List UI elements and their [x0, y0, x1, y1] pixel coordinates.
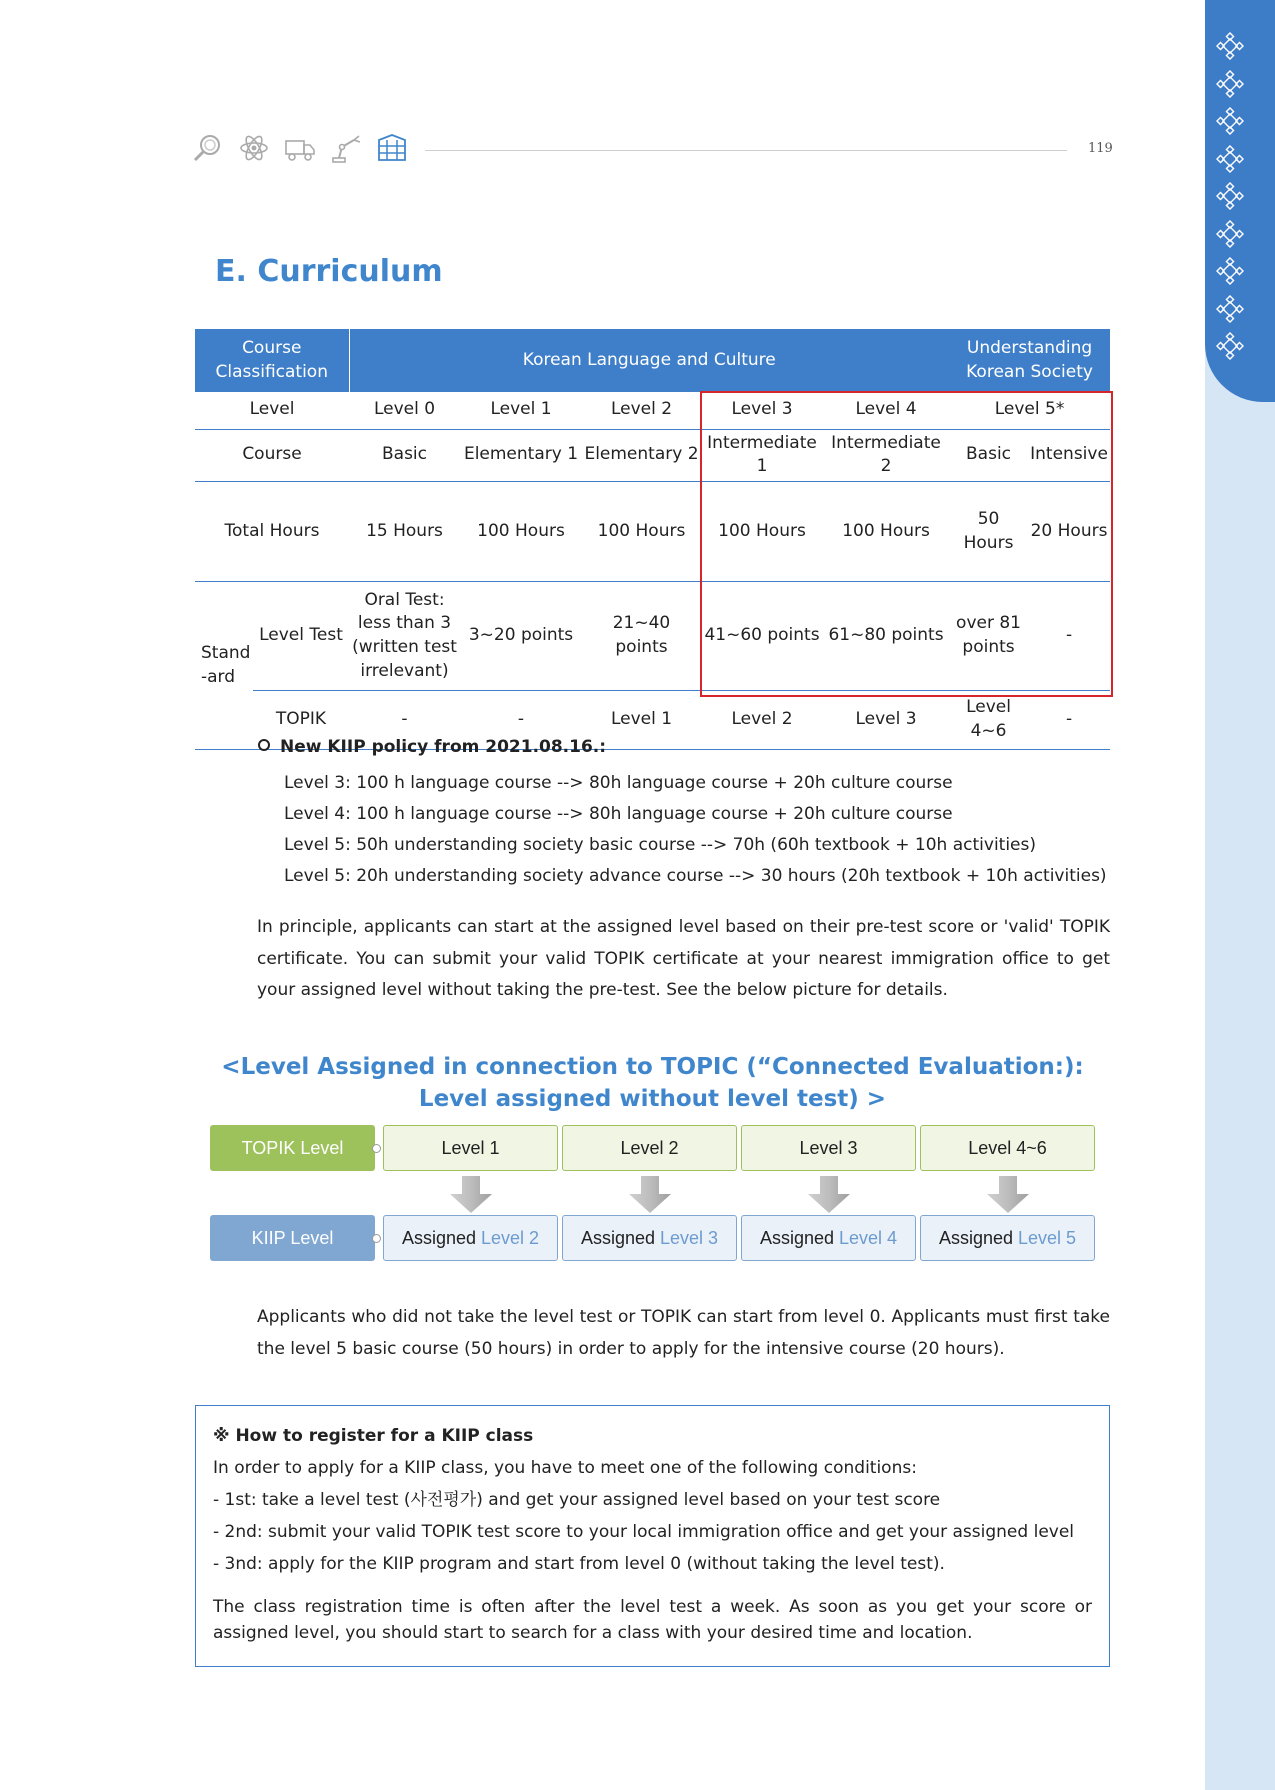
table-cell: over 81 points: [949, 582, 1028, 691]
assigned-prefix: Assigned: [401, 1227, 476, 1248]
header-korean-language-culture: Korean Language and Culture: [349, 329, 949, 392]
table-cell: Elementary 2: [582, 429, 701, 482]
table-cell: -: [460, 691, 582, 750]
paragraph-start-level: Applicants who did not take the level test or TOPIK can start from level 0. Applicants must first take the level 5 basic course (50 hours) in order to apply for the intensive course (20 hours).: [257, 1307, 1110, 1359]
table-cell: Level 3: [823, 691, 949, 750]
kiip-level-label: KIIP Level: [210, 1215, 375, 1261]
header-rule: [425, 150, 1067, 151]
highlight-box: [700, 391, 1113, 697]
table-cell: Basic: [349, 429, 460, 482]
table-cell: -: [349, 691, 460, 750]
assigned-level: Level 4: [839, 1227, 898, 1248]
table-cell: Level 2: [701, 691, 823, 750]
ornament-icon: [1216, 295, 1244, 323]
kiip-assigned-box: [920, 1215, 1095, 1261]
connector-dot: [372, 1144, 381, 1153]
kiip-assigned-box: [383, 1215, 558, 1261]
ornament-icon: [1216, 182, 1244, 210]
row-label: Course: [195, 429, 349, 482]
table-cell: 21~40 points: [582, 582, 701, 691]
truck-icon: [284, 132, 316, 164]
connector-dot: [372, 1234, 381, 1243]
table-cell: 50 Hours: [949, 482, 1028, 582]
list-item: - 3nd: apply for the KIIP program and start from level 0 (without taking the level test).: [213, 1554, 945, 1574]
magnifier-icon: [192, 132, 224, 164]
table-cell: Elementary 1: [460, 429, 582, 482]
ornament-icon: [1216, 70, 1244, 98]
kiip-assigned-box: [741, 1215, 916, 1261]
page-number: 119: [1088, 141, 1113, 156]
assigned-prefix: Assigned: [938, 1227, 1013, 1248]
table-header-row: [195, 329, 1110, 392]
list-item: - 1st: take a level test (사전평가) and get your assigned level based on your test score: [213, 1490, 941, 1510]
table-cell: 100 Hours: [460, 482, 582, 582]
down-arrow-icon: [807, 1176, 851, 1214]
down-arrow-icon: [628, 1176, 672, 1214]
table-cell: 61~80 points: [823, 582, 949, 691]
atom-icon: [238, 132, 270, 164]
circle-bullet-icon: [258, 739, 270, 751]
row-label: Level Test: [253, 582, 349, 691]
section-title: E. Curriculum: [215, 254, 443, 289]
register-intro: In order to apply for a KIIP class, you have to meet one of the following conditions:: [213, 1458, 917, 1478]
down-arrow-icon: [449, 1176, 493, 1214]
policy-heading: [258, 737, 606, 757]
list-item: Level 5: 50h understanding society basic course --> 70h (60h textbook + 10h activities): [284, 835, 1037, 855]
topik-level-box: Level 1: [383, 1125, 558, 1171]
policy-heading-text: New KIIP policy from 2021.08.16.:: [280, 737, 607, 757]
assigned-prefix: Assigned: [759, 1227, 834, 1248]
assigned-level: Level 5: [1018, 1227, 1077, 1248]
row-label: Level: [195, 392, 349, 429]
row-label: TOPIK: [253, 691, 349, 750]
robot-arm-icon: [330, 132, 362, 164]
diagram-title-line2: Level assigned without level test) >: [418, 1086, 887, 1112]
table-cell: 3~20 points: [460, 582, 582, 691]
table-cell: Oral Test: less than 3 (written test irrelevant): [349, 582, 460, 691]
ornament-icon: [1216, 332, 1244, 360]
table-cell: 20 Hours: [1028, 482, 1110, 582]
table-cell: Basic: [949, 429, 1028, 482]
assigned-level: Level 2: [481, 1227, 540, 1248]
policy-list: [284, 768, 1107, 892]
table-cell: Intensive: [1028, 429, 1110, 482]
table-cell: Level 2: [582, 392, 701, 429]
table-cell: -: [1028, 691, 1110, 750]
paragraph-principle: In principle, applicants can start at the assigned level based on their pre-test score or 'valid' TOPIK certificate. You can submit your valid TOPIK certificate at your nearest immigration office to get your assigned level without taking the pre-test. See the below picture for details.: [257, 917, 1110, 1000]
table-cell: 100 Hours: [701, 482, 823, 582]
list-item: Level 5: 20h understanding society advance course --> 30 hours (20h textbook + 10h activities): [284, 866, 1107, 886]
table-cell: Level 4: [823, 392, 949, 429]
register-heading: ※ How to register for a KIIP class: [213, 1426, 534, 1446]
list-item: - 2nd: submit your valid TOPIK test score to your local immigration office and get your assigned level: [213, 1522, 1075, 1542]
header-understanding-society: Understanding Korean Society: [949, 329, 1110, 392]
table-cell: 15 Hours: [349, 482, 460, 582]
kiip-assigned-box: [562, 1215, 737, 1261]
table-cell: Intermediate 1: [701, 429, 823, 482]
ornament-icon: [1216, 32, 1244, 60]
list-item: Level 4: 100 h language course --> 80h language course + 20h culture course: [284, 804, 953, 824]
assigned-level: Level 3: [660, 1227, 719, 1248]
topik-level-box: Level 3: [741, 1125, 916, 1171]
topik-level-box: Level 4~6: [920, 1125, 1095, 1171]
table-cell: Level 1: [460, 392, 582, 429]
diagram-title-line1: <Level Assigned in connection to TOPIC (“Connected Evaluation:):: [221, 1054, 1084, 1080]
ornament-icon: [1216, 257, 1244, 285]
topik-level-box: Level 2: [562, 1125, 737, 1171]
row-label: Total Hours: [195, 482, 349, 582]
assigned-prefix: Assigned: [580, 1227, 655, 1248]
table-cell: 41~60 points: [701, 582, 823, 691]
list-item: Level 3: 100 h language course --> 80h language course + 20h culture course: [284, 773, 953, 793]
table-cell: -: [1028, 582, 1110, 691]
table-cell: Intermediate 2: [823, 429, 949, 482]
table-cell: Level 0: [349, 392, 460, 429]
row-label-standard: Stand -ard: [195, 582, 253, 750]
table-cell: Level 5*: [949, 392, 1110, 429]
register-note: The class registration time is often after the level test a week. As soon as you get your score or assigned level, you should start to search for a class with your desired time and location.: [213, 1597, 1092, 1643]
header-course-classification: Course Classification: [195, 329, 349, 392]
header-icons: [192, 132, 408, 164]
topik-level-label: TOPIK Level: [210, 1125, 375, 1171]
ornament-icon: [1216, 220, 1244, 248]
register-info-box: [195, 1405, 1110, 1667]
table-cell: Level 3: [701, 392, 823, 429]
ornament-icon: [1216, 107, 1244, 135]
table-cell: 100 Hours: [823, 482, 949, 582]
table-cell: Level 1: [582, 691, 701, 750]
down-arrow-icon: [986, 1176, 1030, 1214]
ornament-icon: [1216, 145, 1244, 173]
table-cell: Level 4~6: [949, 691, 1028, 750]
table-cell: 100 Hours: [582, 482, 701, 582]
building-icon: [376, 132, 408, 164]
